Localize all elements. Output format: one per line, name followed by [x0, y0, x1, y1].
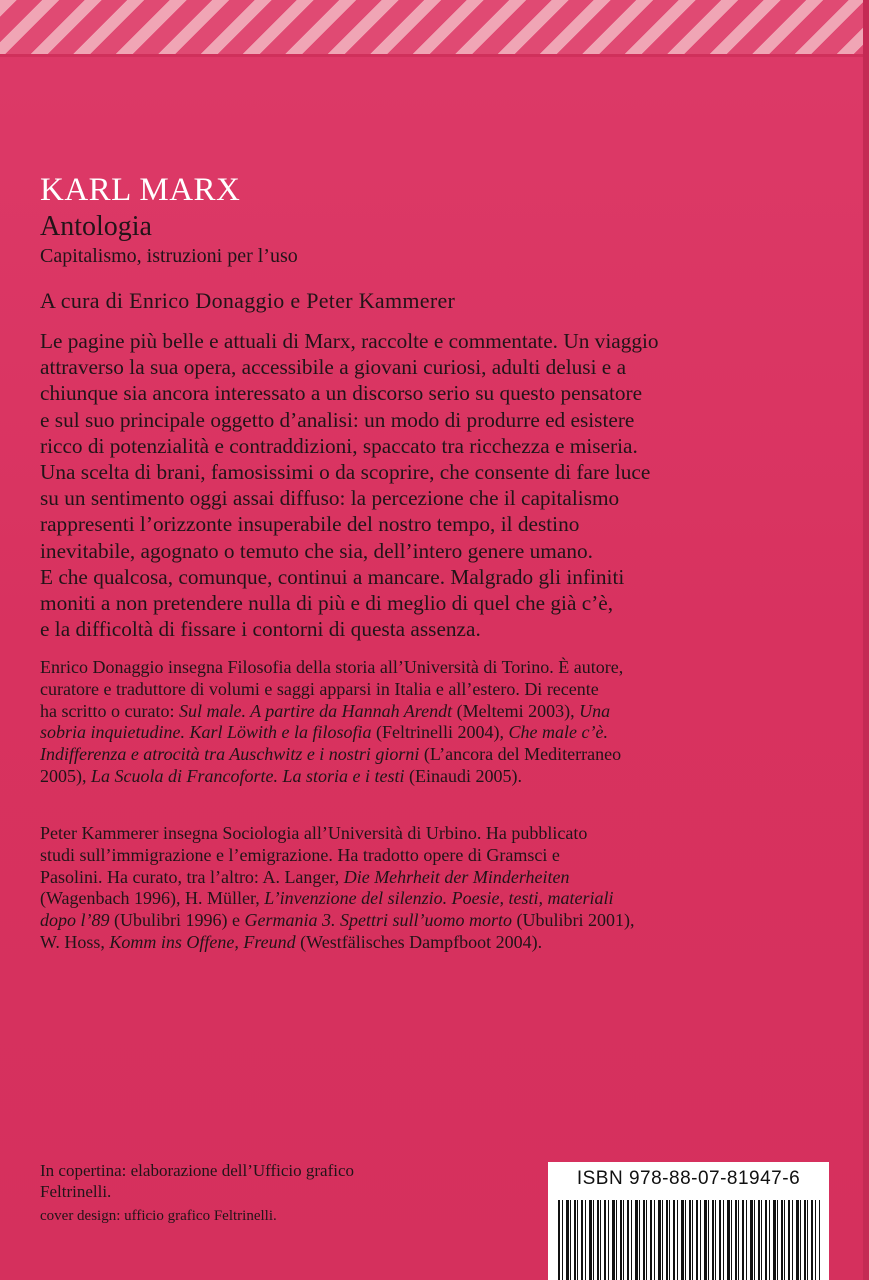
bio-line: ha scritto o curato: Sul male. A partire da Hannah Arendt (Meltemi 2003), Una [40, 700, 611, 721]
editor-bio-kammerer [40, 823, 830, 954]
bio-line: Pasolini. Ha curato, tra l’altro: A. Langer, Die Mehrheit der Minderheiten [40, 866, 570, 887]
bio-line: Enrico Donaggio insegna Filosofia della storia all’Università di Torino. È autore, [40, 657, 624, 677]
striped-band [0, 0, 869, 57]
blurb-line: attraverso la sua opera, accessibile a giovani curiosi, adulti delusi e a [40, 355, 627, 380]
blurb-line: E che qualcosa, comunque, continui a mancare. Malgrado gli infiniti [40, 564, 625, 589]
blurb-line: e sul suo principale oggetto d’analisi: un modo di produrre ed esistere [40, 407, 635, 432]
bio-line: 2005), La Scuola di Francoforte. La storia e i testi (Einaudi 2005). [40, 765, 522, 786]
bio-line: (Wagenbach 1996), H. Müller, L’invenzione del silenzio. Poesie, testi, materiali [40, 888, 614, 909]
blurb-line: Le pagine più belle e attuali di Marx, raccolte e commentate. Un viaggio [40, 329, 659, 353]
credit-line: Feltrinelli. [40, 1182, 112, 1201]
cover-edge [863, 0, 869, 1280]
blurb-paragraph [40, 328, 830, 642]
barcode-label [548, 1162, 829, 1280]
blurb-line: chiunque sia ancora interessato a un discorso serio su questo pensatore [40, 381, 643, 406]
bio-line: studi sull’immigrazione e l’emigrazione. Ha tradotto opere di Gramsci e [40, 844, 560, 865]
credit-line: cover design: ufficio grafico Feltrinelli. [40, 1208, 277, 1224]
author-name: KARL MARX [40, 172, 241, 208]
isbn-number: ISBN 978-88-07-81947-6 [576, 1168, 801, 1189]
book-subtitle: Capitalismo, istruzioni per l’uso [40, 245, 298, 267]
bio-line: Indifferenza e atrocità tra Auschwitz e i nostri giorni (L’ancora del Mediterraneo [40, 744, 622, 765]
bio-line: sobria inquietudine. Karl Löwith e la filosofia (Feltrinelli 2004), Che male c’è. [40, 722, 608, 743]
blurb-line: su un sentimento oggi assai diffuso: la percezione che il capitalismo [40, 486, 620, 511]
blurb-line: rappresenti l’orizzonte insuperabile del nostro tempo, il destino [40, 512, 580, 537]
cover-credits [40, 1160, 354, 1227]
blurb-line: e la difficoltà di fissare i contorni di questa assenza. [40, 617, 481, 642]
editor-bio-donaggio [40, 657, 830, 788]
blurb-line: Una scelta di brani, famosissimi o da scoprire, che consente di fare luce [40, 460, 651, 485]
bio-line: Peter Kammerer insegna Sociologia all’Università di Urbino. Ha pubblicato [40, 823, 588, 843]
credit-line: In copertina: elaborazione dell’Ufficio grafico [40, 1161, 355, 1180]
blurb-line: inevitabile, agognato o temuto che sia, dell’intero genere umano. [40, 538, 593, 563]
blurb-line: moniti a non pretendere nulla di più e di meglio di quel che già c’è, [40, 591, 614, 616]
barcode-icon [558, 1200, 820, 1280]
bio-line: dopo l’89 (Ubulibri 1996) e Germania 3. Spettri sull’uomo morto (Ubulibri 2001), [40, 910, 635, 931]
bio-line: W. Hoss, Komm ins Offene, Freund (Westfälisches Dampfboot 2004). [40, 931, 543, 952]
editors-line: A cura di Enrico Donaggio e Peter Kammerer [40, 288, 456, 313]
bio-line: curatore e traduttore di volumi e saggi apparsi in Italia e all’estero. Di recente [40, 678, 599, 699]
blurb-line: ricco di potenzialità e contraddizioni, spaccato tra ricchezza e miseria. [40, 433, 638, 458]
book-title: Antologia [40, 211, 152, 242]
